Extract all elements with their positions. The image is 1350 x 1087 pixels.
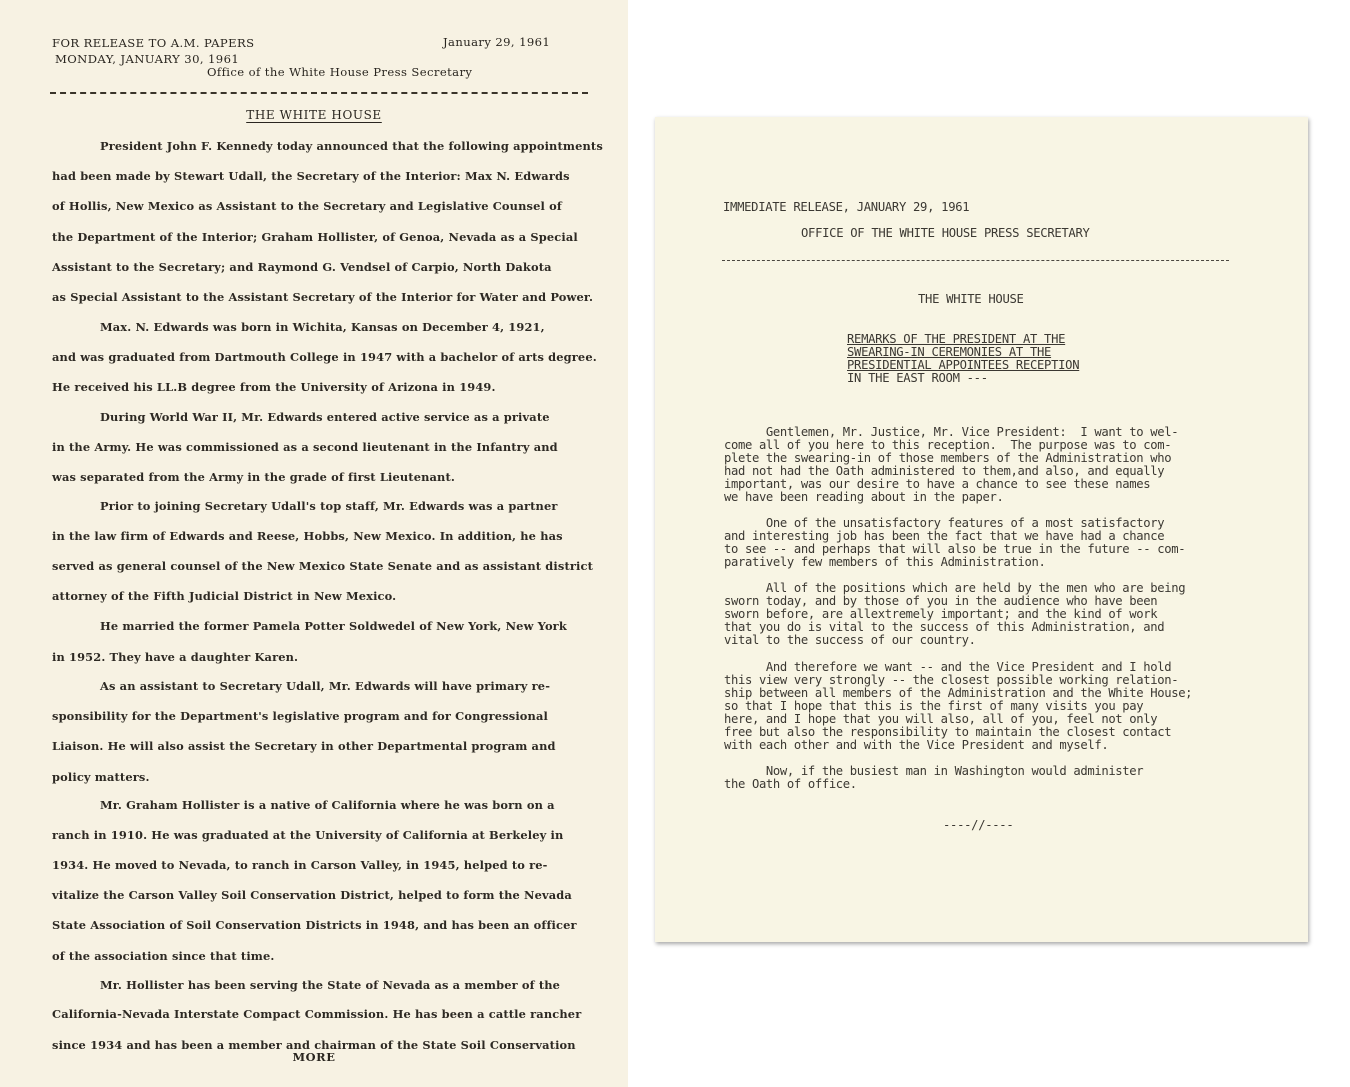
text-line: He married the former Pamela Potter Soldwedel of New York, New York — [100, 619, 567, 633]
text-line: Mr. Hollister has been serving the State of Nevada as a member of the — [100, 978, 561, 992]
paragraph-line: come all of you here to this reception. The purpose was to com- — [724, 438, 1172, 452]
paragraph-line: sworn before, are allextremely important; and the kind of work — [724, 607, 1158, 621]
more-marker: MORE — [292, 1050, 336, 1064]
separator-dashes — [50, 92, 588, 94]
paragraph-line: here, and I hope that you will also, all of you, feel not only — [724, 712, 1158, 726]
closing-mark: ----//---- — [943, 818, 1014, 832]
document-title: THE WHITE HOUSE — [246, 108, 382, 122]
text-line: since 1934 and has been a member and chairman of the State Soil Conservation — [52, 1038, 576, 1052]
remarks-heading — [847, 333, 1079, 385]
paragraph-line: and interesting job has been the fact that we have had a chance — [724, 529, 1165, 543]
paragraph — [724, 765, 1143, 791]
separator-dashes — [722, 260, 1229, 261]
text-line: as Special Assistant to the Assistant Secretary of the Interior for Water and Power. — [52, 290, 594, 304]
text-line: of the association since that time. — [52, 949, 275, 963]
paragraph-line: so that I hope that this is the first of many visits you pay — [724, 699, 1144, 713]
paragraph-line: that you do is vital to the success of this Administration, and — [724, 620, 1165, 634]
text-line: He received his LL.B degree from the University of Arizona in 1949. — [52, 380, 496, 394]
office-line: OFFICE OF THE WHITE HOUSE PRESS SECRETARY — [801, 226, 1090, 240]
text-line: Prior to joining Secretary Udall's top staff, Mr. Edwards was a partner — [100, 499, 558, 513]
paragraph-line: All of the positions which are held by the men who are being — [724, 581, 1186, 595]
paragraph-line: we have been reading about in the paper. — [724, 490, 1004, 504]
paragraph-line: Gentlemen, Mr. Justice, Mr. Vice President: I want to wel- — [724, 425, 1179, 439]
text-line: attorney of the Fifth Judicial District in New Mexico. — [52, 589, 397, 603]
press-release-right — [655, 117, 1308, 942]
paragraph-line: with each other and with the Vice President and myself. — [724, 738, 1109, 752]
remarks-heading-line: SWEARING-IN CEREMONIES AT THE — [847, 345, 1052, 359]
remarks-heading-line: IN THE EAST ROOM --- — [847, 371, 988, 385]
text-line: in 1952. They have a daughter Karen. — [52, 650, 299, 664]
paragraph-line: Now, if the busiest man in Washington would administer — [724, 764, 1144, 778]
remarks-heading-line: PRESIDENTIAL APPOINTEES RECEPTION — [847, 358, 1080, 372]
text-line: Liaison. He will also assist the Secretary in other Departmental program and — [52, 739, 556, 753]
paragraph-line: vital to the success of our country. — [724, 633, 976, 647]
text-line: vitalize the Carson Valley Soil Conservation District, helped to form the Nevada — [52, 888, 572, 902]
paragraph-line: this view very strongly -- the closest possible working relation- — [724, 673, 1179, 687]
paragraph-line: paratively few members of this Administration. — [724, 555, 1046, 569]
text-line: served as general counsel of the New Mexico State Senate and as assistant district — [52, 559, 593, 573]
text-line: Max. N. Edwards was born in Wichita, Kansas on December 4, 1921, — [100, 320, 545, 334]
text-line: of Hollis, New Mexico as Assistant to the Secretary and Legislative Counsel of — [52, 199, 562, 213]
paragraph-line: ship between all members of the Administration and the White House; — [724, 686, 1193, 700]
text-line: During World War II, Mr. Edwards entered active service as a private — [100, 410, 550, 424]
date-line: January 29, 1961 — [443, 35, 551, 49]
text-line: Assistant to the Secretary; and Raymond G. Vendsel of Carpio, North Dakota — [52, 260, 552, 274]
text-line: State Association of Soil Conservation Districts in 1948, and has been an officer — [52, 918, 577, 932]
release-line: FOR RELEASE TO A.M. PAPERS — [52, 36, 255, 50]
paragraph-line: One of the unsatisfactory features of a most satisfactory — [724, 516, 1165, 530]
paragraph — [724, 426, 1178, 504]
text-line: had been made by Stewart Udall, the Secretary of the Interior: Max N. Edwards — [52, 169, 570, 183]
text-line: President John F. Kennedy today announced that the following appointments — [100, 139, 603, 153]
text-line: 1934. He moved to Nevada, to ranch in Carson Valley, in 1945, helped to re- — [52, 858, 548, 872]
paragraph — [724, 661, 1192, 752]
text-line: Mr. Graham Hollister is a native of California where he was born on a — [100, 798, 555, 812]
text-line: ranch in 1910. He was graduated at the University of California at Berkeley in — [52, 828, 564, 842]
paragraph-line: And therefore we want -- and the Vice President and I hold — [724, 660, 1172, 674]
paragraph-line: free but also the responsibility to maintain the closest contact — [724, 725, 1172, 739]
text-line: in the Army. He was commissioned as a second lieutenant in the Infantry and — [52, 440, 558, 454]
text-line: policy matters. — [52, 770, 150, 784]
text-line: was separated from the Army in the grade of first Lieutenant. — [52, 470, 456, 484]
text-line: the Department of the Interior; Graham Hollister, of Genoa, Nevada as a Special — [52, 230, 578, 244]
remarks-heading-line: REMARKS OF THE PRESIDENT AT THE — [847, 332, 1066, 346]
text-line: and was graduated from Dartmouth College in 1947 with a bachelor of arts degree. — [52, 350, 597, 364]
document-title: THE WHITE HOUSE — [918, 292, 1024, 306]
paragraph — [724, 517, 1185, 569]
text-line: sponsibility for the Department's legislative program and for Congressional — [52, 709, 548, 723]
text-line: in the law firm of Edwards and Reese, Hobbs, New Mexico. In addition, he has — [52, 529, 563, 543]
release-line: IMMEDIATE RELEASE, JANUARY 29, 1961 — [723, 200, 970, 214]
office-line: Office of the White House Press Secretary — [207, 65, 473, 79]
day-line: MONDAY, JANUARY 30, 1961 — [55, 52, 240, 66]
paragraph-line: important, was our desire to have a chance to see these names — [724, 477, 1151, 491]
text-line: California-Nevada Interstate Compact Commission. He has been a cattle rancher — [52, 1007, 582, 1021]
paragraph-line: to see -- and perhaps that will also be true in the future -- com- — [724, 542, 1186, 556]
paragraph-line: plete the swearing-in of those members of the Administration who — [724, 451, 1172, 465]
paragraph-line: the Oath of office. — [724, 777, 857, 791]
text-line: As an assistant to Secretary Udall, Mr. Edwards will have primary re- — [100, 679, 551, 693]
paragraph — [724, 582, 1185, 647]
paragraph-line: had not had the Oath administered to them,and also, and equally — [724, 464, 1165, 478]
paragraph-line: sworn today, and by those of you in the audience who have been — [724, 594, 1158, 608]
press-release-left — [0, 0, 628, 1087]
